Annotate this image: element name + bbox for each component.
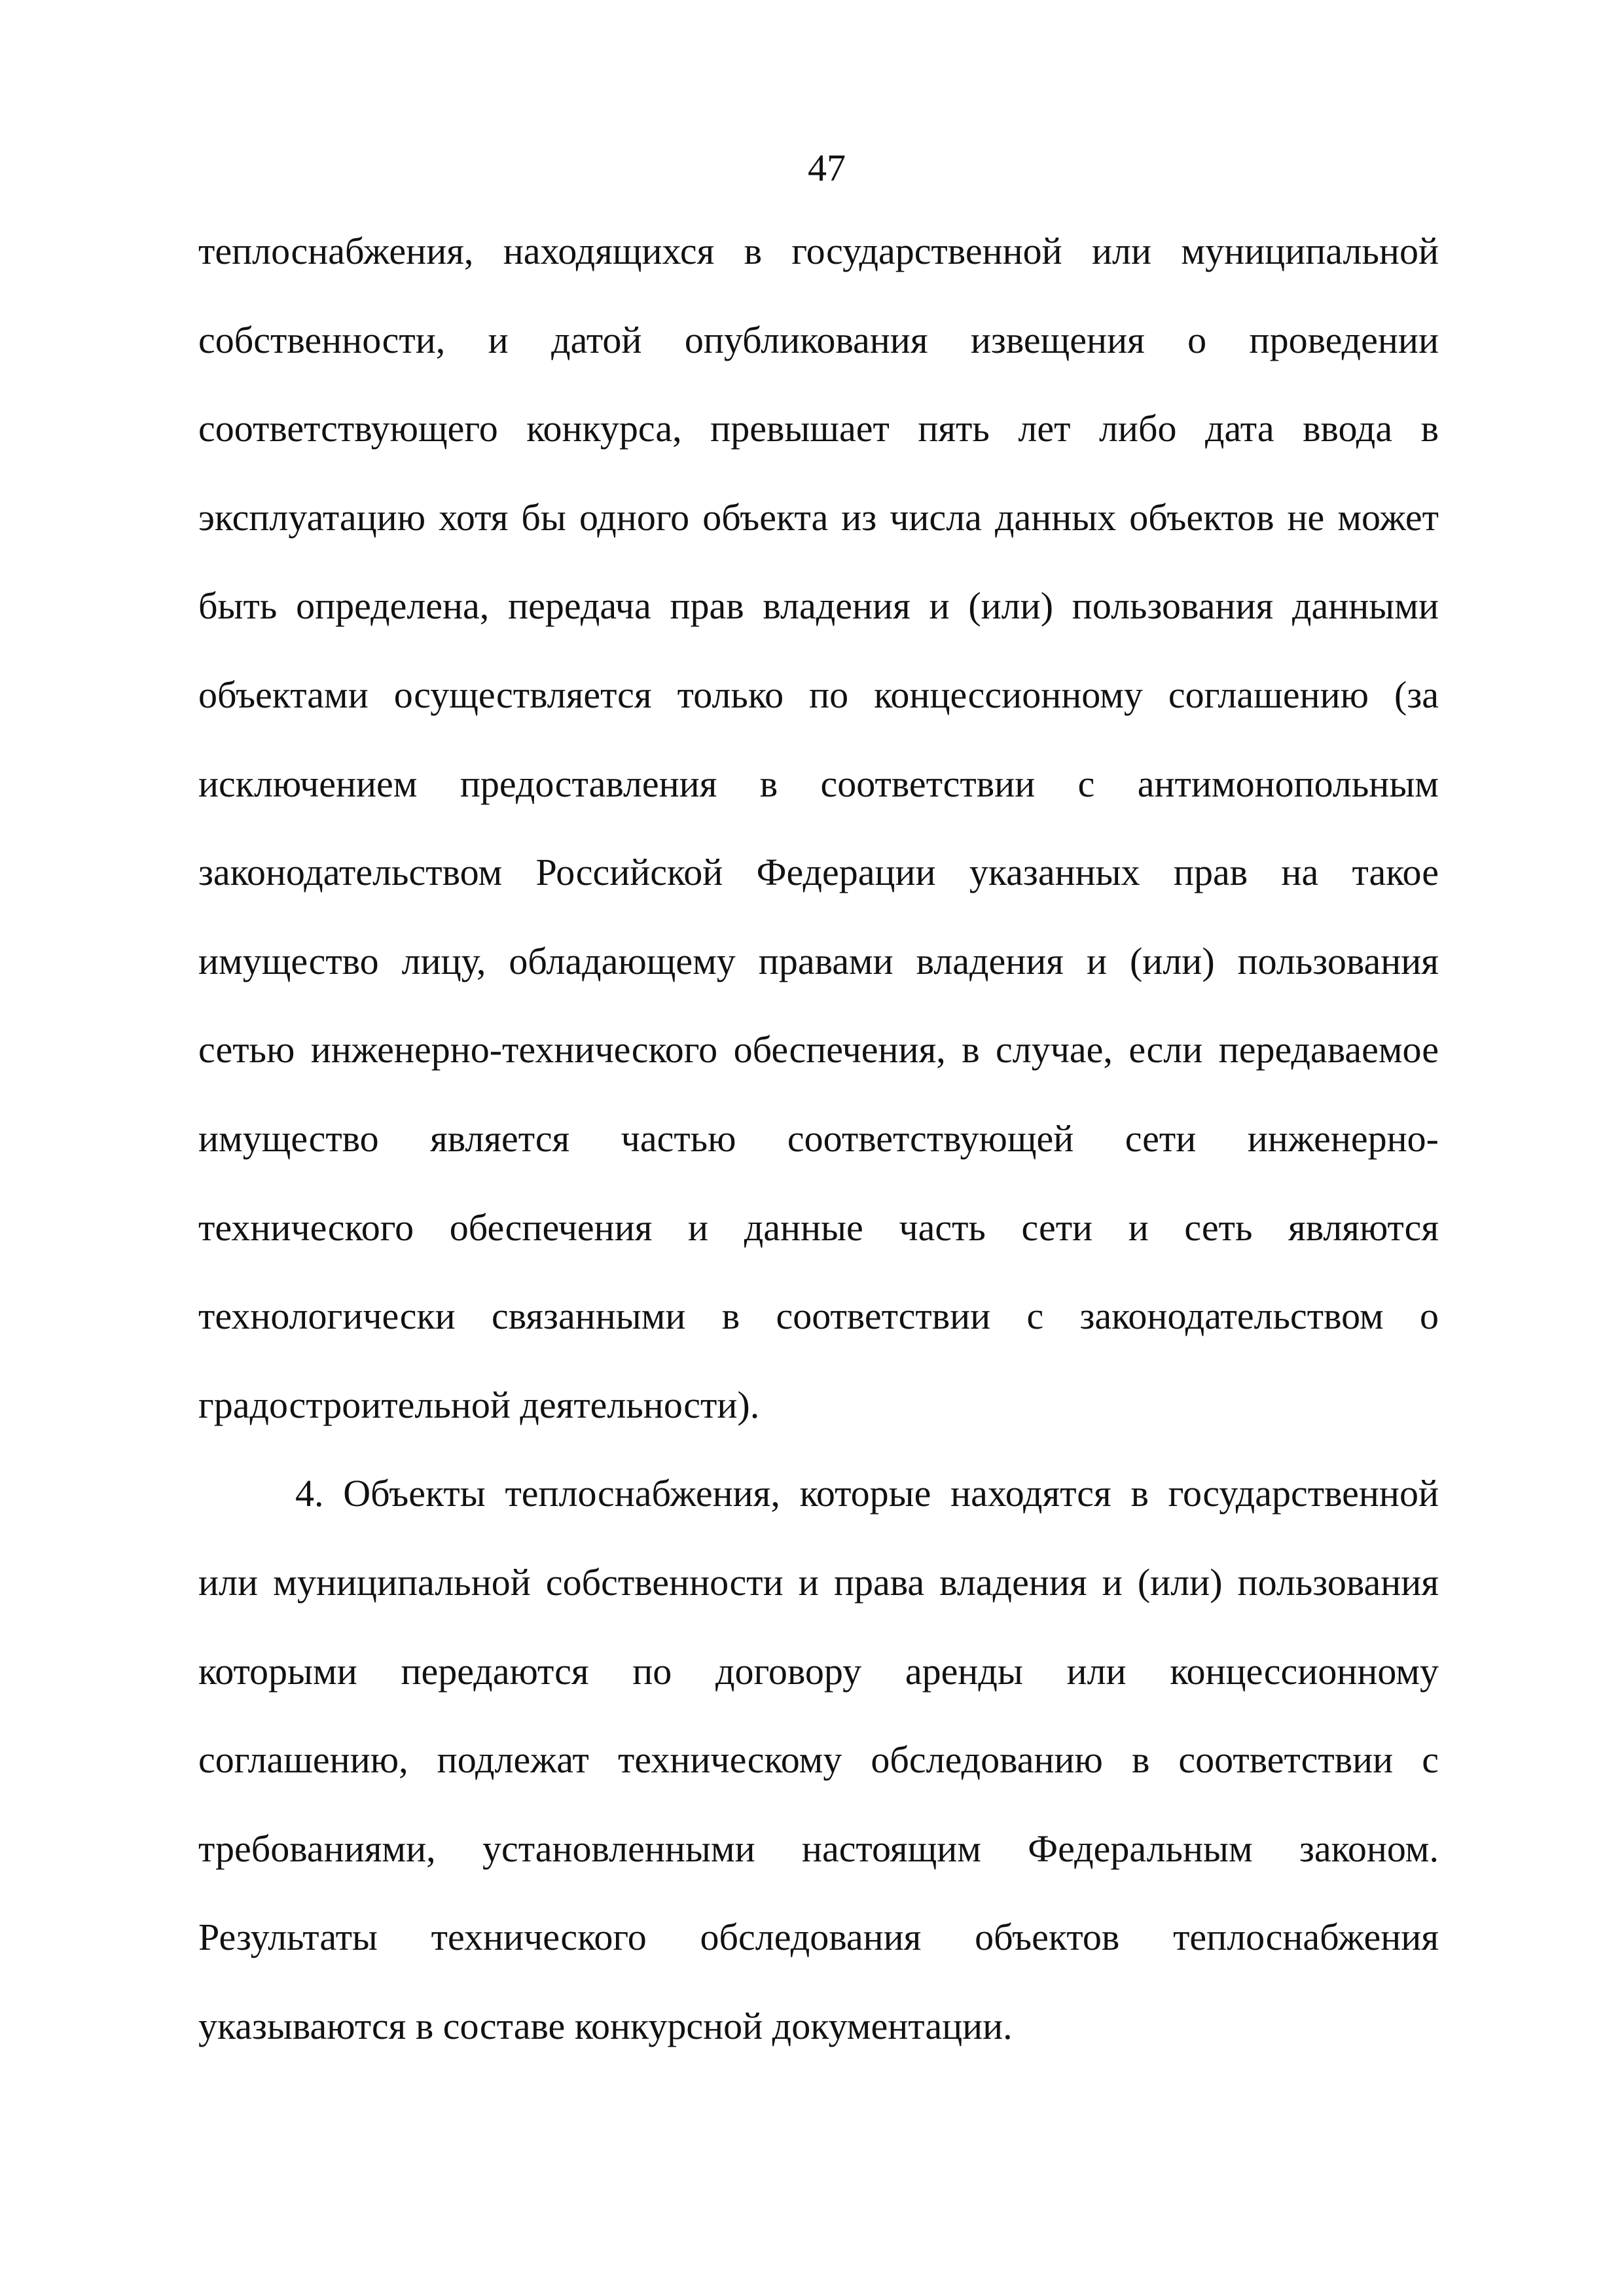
text-line: объектами осуществляется только по концессионному соглашению (за	[198, 673, 1439, 716]
text-line: имущество лицу, обладающему правами владения и (или) пользования	[198, 939, 1439, 982]
text-line: требованиями, установленными настоящим Федеральным законом.	[198, 1827, 1439, 1870]
text-line: имущество является частью соответствующей сети инженерно-	[198, 1117, 1439, 1160]
document-body	[198, 207, 1439, 2070]
text-line: исключением предоставления в соответствии с антимонопольным	[198, 762, 1439, 805]
text-line: эксплуатацию хотя бы одного объекта из числа данных объектов не может	[198, 495, 1439, 539]
text-line: 4. Объекты теплоснабжения, которые находятся в государственной	[295, 1472, 1439, 1515]
paragraph-item-4	[198, 1449, 1439, 2070]
text-line: градостроительной деятельности).	[198, 1383, 760, 1426]
text-line: соглашению, подлежат техническому обследованию в соответствии с	[198, 1738, 1439, 1782]
paragraph-continuation	[198, 207, 1439, 1449]
text-line: собственности, и датой опубликования извещения о проведении	[198, 318, 1439, 361]
text-line: технологически связанными в соответствии с законодательством о	[198, 1295, 1439, 1338]
text-line: соответствующего конкурса, превышает пять лет либо дата ввода в	[198, 407, 1439, 450]
text-line: теплоснабжения, находящихся в государственной или муниципальной	[198, 230, 1439, 272]
text-line: сетью инженерно-технического обеспечения, в случае, если передаваемое	[198, 1028, 1439, 1071]
text-line: или муниципальной собственности и права владения и (или) пользования	[198, 1560, 1439, 1604]
text-line: технического обеспечения и данные часть сети и сеть являются	[198, 1206, 1439, 1249]
text-line: которыми передаются по договору аренды или концессионному	[198, 1649, 1439, 1693]
text-line: быть определена, передача прав владения и (или) пользования данными	[198, 584, 1439, 628]
text-line: указываются в составе конкурсной документации.	[198, 2004, 1013, 2047]
page-number: 47	[808, 147, 846, 189]
text-line: Результаты технического обследования объектов теплоснабжения	[198, 1916, 1439, 1959]
text-line: законодательством Российской Федерации указанных прав на такое	[198, 851, 1439, 894]
